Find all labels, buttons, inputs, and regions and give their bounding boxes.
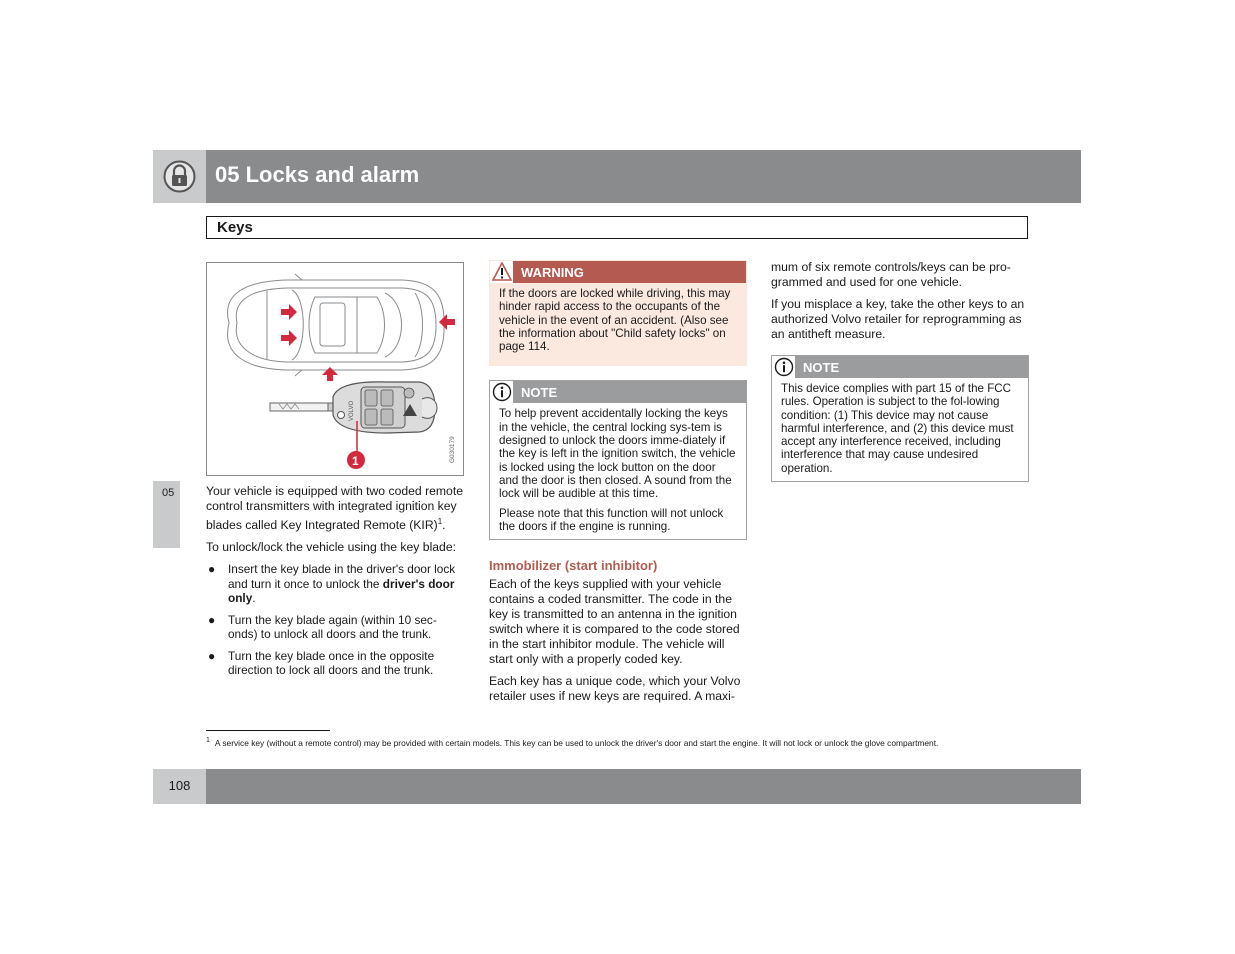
info-icon	[492, 382, 512, 402]
footnote-ref: 1	[437, 517, 443, 526]
page-number: 108	[168, 778, 191, 793]
info-icon	[774, 357, 794, 377]
chapter-title: 05 Locks and alarm	[215, 162, 420, 187]
arrow-rear-door	[281, 330, 297, 346]
arrow-right-side	[439, 314, 455, 330]
padlock-icon	[162, 159, 197, 194]
remote-key-drawing	[270, 382, 437, 433]
immobilizer-paragraph-2: Each key has a unique code, which your Volvo retailer uses if new keys are required. A maxi-	[489, 674, 741, 704]
arrow-trunk	[322, 367, 338, 381]
section-title-box	[206, 216, 1028, 239]
footnote-text: A service key (without a remote control) may be provided with certain models. This key can be used to unlock the driver's door and start the engine. It will not lock or unlock the glove compartment.	[214, 737, 939, 748]
warning-title: WARNING	[521, 265, 584, 280]
note-1-paragraph-2: Please note that this function will not unlock the doors if the engine is running.	[499, 506, 724, 533]
footnote-number: 1	[206, 737, 210, 744]
note-2-header	[772, 356, 1028, 378]
list-item: ● Turn the key blade again (within 10 sec-onds) to unlock all doors and the trunk.	[208, 612, 437, 642]
callout-number: 1	[352, 454, 359, 468]
note-box-2	[771, 355, 1029, 482]
warning-box	[489, 260, 747, 366]
note-1-header	[490, 381, 746, 403]
list-item: ● Insert the key blade in the driver's door lock and turn it once to unlock the driver's door only.	[208, 562, 456, 606]
arrow-front-door	[281, 304, 297, 320]
chapter-icon-tab	[153, 150, 206, 203]
column-3-paragraph-1: mum of six remote controls/keys can be pro-grammed and used for one vehicle.	[771, 260, 1011, 289]
warning-triangle-icon	[492, 262, 512, 282]
key-brand-text: VOLVO	[349, 400, 355, 421]
car-top-view	[228, 274, 444, 376]
chapter-side-tab-label: 05	[162, 487, 175, 499]
intro-paragraph: Your vehicle is equipped with two coded remote control transmitters with integrated ignition key blades called Key Integrated Remote (KIR)$^1$.	[206, 484, 463, 533]
instruction-list	[206, 562, 464, 678]
warning-text: If the doors are locked while driving, this may hinder rapid access to the occupants of the vehicle in the event of an accident. (Also see the information about "Child safety locks" on page 114.	[499, 287, 731, 354]
lead-in-paragraph: To unlock/lock the vehicle using the key blade:	[206, 540, 456, 555]
note-1-paragraph-1: To help prevent accidentally locking the keys in the vehicle, the central locking sys-tem is designed to unlock the doors imme-diately if the key is left in the ignition switch, the vehicle is locked using the lock button on the door and the door is then closed. A sound from the lock will be audible at this time.	[499, 407, 736, 501]
figure-code: G030179	[449, 436, 456, 463]
section-title: Keys	[217, 219, 253, 236]
note-1-title: NOTE	[521, 385, 558, 401]
column-1	[206, 484, 464, 685]
footnote	[206, 735, 1036, 749]
warning-header	[490, 261, 746, 283]
car-and-key-drawing	[207, 263, 463, 475]
footnote-divider	[206, 730, 330, 731]
page-number-tab	[153, 769, 206, 804]
column-2	[489, 260, 747, 711]
footer-band	[206, 769, 1081, 804]
chapter-side-tab	[153, 481, 180, 548]
door-arrows	[281, 304, 455, 381]
note-2-title: NOTE	[803, 360, 840, 375]
key-illustration	[206, 262, 464, 476]
column-3-paragraph-2: If you misplace a key, take the other keys to an authorized Volvo retailer for reprogramming as an antitheft measure.	[771, 297, 1025, 341]
immobilizer-heading: Immobilizer (start inhibitor)	[489, 558, 658, 574]
list-item: ● Turn the key blade once in the opposite direction to lock all doors and the trunk.	[208, 648, 435, 678]
column-3	[771, 260, 1029, 496]
note-2-text: This device complies with part 15 of the FCC rules. Operation is subject to the fol-lowing condition: (1) This device may not cause harmful interference, and (2) this device must accept any interference received, including interference that may cause undesired operation.	[781, 382, 1014, 475]
immobilizer-paragraph-1: Each of the keys supplied with your vehicle contains a coded transmitter. The code in the key is transmitted to an antenna in the ignition switch where it is compared to the code stored in the start inhibitor module. The vehicle will start only with a properly coded key.	[489, 577, 740, 667]
note-box-1	[489, 380, 747, 540]
